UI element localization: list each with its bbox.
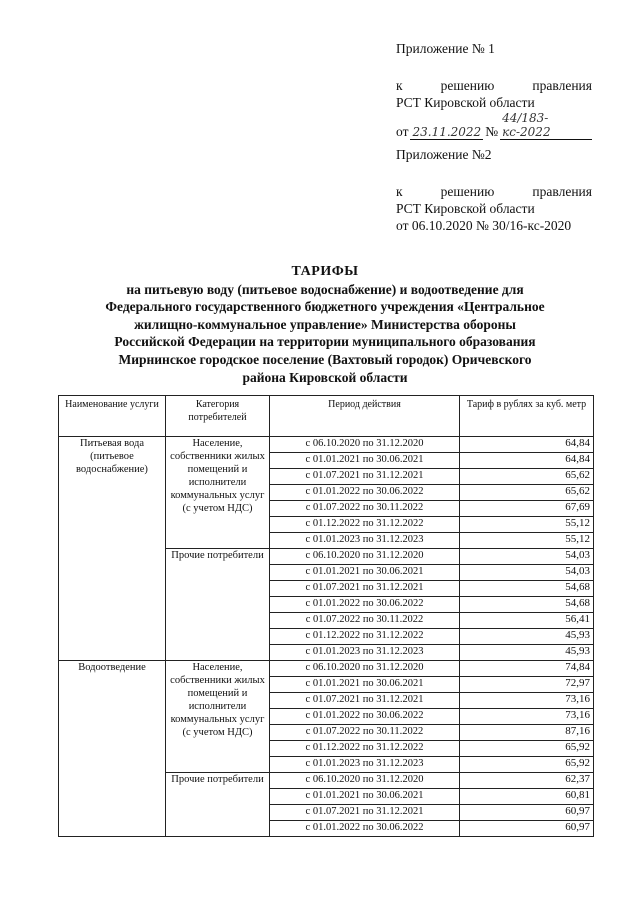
tariff-value-cell: 73,16 (460, 709, 594, 725)
to-word: к (396, 78, 403, 93)
title-line-2: Федерального государственного бюджетного учреждения «Центральное (105, 299, 545, 315)
tariff-value-cell: 62,37 (460, 773, 594, 789)
tariff-value-cell: 87,16 (460, 725, 594, 741)
period-cell: с 01.07.2021 по 31.12.2021 (270, 805, 460, 821)
period-cell: с 01.01.2023 по 31.12.2023 (270, 645, 460, 661)
category-cell: Прочие потребители (166, 773, 270, 837)
period-cell: с 06.10.2020 по 31.12.2020 (270, 773, 460, 789)
tariff-value-cell: 72,97 (460, 677, 594, 693)
period-cell: с 01.12.2022 по 31.12.2022 (270, 629, 460, 645)
table-row (59, 661, 594, 677)
tariff-value-cell: 60,97 (460, 821, 594, 837)
appendix-1-org: РСТ Кировской области (396, 95, 535, 110)
period-cell: с 01.07.2022 по 30.11.2022 (270, 725, 460, 741)
period-cell: с 01.01.2022 по 30.06.2022 (270, 485, 460, 501)
header-tariff: Тариф в рублях за куб. метр (460, 396, 594, 437)
period-cell: с 01.01.2022 по 30.06.2022 (270, 597, 460, 613)
period-cell: с 01.01.2021 по 30.06.2021 (270, 677, 460, 693)
header-category: Категория потребителей (166, 396, 270, 437)
header-period: Период действия (270, 396, 460, 437)
tariff-value-cell: 56,41 (460, 613, 594, 629)
period-cell: с 01.01.2022 по 30.06.2022 (270, 709, 460, 725)
period-cell: с 01.01.2021 по 30.06.2021 (270, 789, 460, 805)
tariff-value-cell: 54,03 (460, 549, 594, 565)
title-line-1: на питьевую воду (питьевое водоснабжение) и водоотведение для (126, 281, 524, 297)
board-word: правления (532, 78, 592, 93)
handwritten-date: 23.11.2022 (412, 125, 482, 139)
period-cell: с 01.01.2022 по 30.06.2022 (270, 821, 460, 837)
tariff-value-cell: 45,93 (460, 629, 594, 645)
appendix-1-title: Приложение № 1 (396, 41, 495, 56)
appendix-2-block (396, 146, 592, 234)
tariff-value-cell: 64,84 (460, 437, 594, 453)
tariff-value-cell: 65,62 (460, 485, 594, 501)
title-line-6: района Кировской области (242, 369, 408, 385)
tariffs-table (58, 395, 594, 837)
period-cell: с 01.12.2022 по 31.12.2022 (270, 741, 460, 757)
handwritten-number: 44/183-кс-2022 (500, 111, 592, 140)
tariff-value-cell: 74,84 (460, 661, 594, 677)
tariff-value-cell: 64,84 (460, 453, 594, 469)
tariff-value-cell: 55,12 (460, 533, 594, 549)
tariff-value-cell: 54,68 (460, 597, 594, 613)
period-cell: с 06.10.2020 по 31.12.2020 (270, 437, 460, 453)
tariff-value-cell: 54,03 (460, 565, 594, 581)
to-word: к (396, 184, 403, 199)
title-line-3: жилищно-коммунальное управление» Министерства обороны (134, 316, 516, 332)
tariffs-table-body (59, 437, 594, 837)
period-cell: с 01.01.2021 по 30.06.2021 (270, 453, 460, 469)
number-sign: № (485, 124, 499, 139)
category-cell: Население, собственники жилых помещений и исполнители коммунальных услуг (с учетом НДС) (166, 437, 270, 549)
period-cell: с 01.07.2022 по 30.11.2022 (270, 613, 460, 629)
tariff-value-cell: 67,69 (460, 501, 594, 517)
table-row (59, 437, 594, 453)
tariff-value-cell: 54,68 (460, 581, 594, 597)
from-word: от (396, 124, 409, 139)
title-main: ТАРИФЫ (291, 264, 359, 279)
board-word: правления (532, 184, 592, 199)
title-line-5: Мирнинское городское поселение (Вахтовый городок) Оричевского (118, 351, 532, 367)
decision-word: решению (440, 184, 495, 199)
tariff-value-cell: 55,12 (460, 517, 594, 533)
tariff-value-cell: 60,81 (460, 789, 594, 805)
period-cell: с 01.01.2021 по 30.06.2021 (270, 565, 460, 581)
appendix-2-title: Приложение №2 (396, 147, 492, 162)
period-cell: с 06.10.2020 по 31.12.2020 (270, 661, 460, 677)
appendix-1-block (396, 40, 592, 140)
tariff-value-cell: 65,92 (460, 757, 594, 773)
service-name-cell: Питьевая вода (питьевое водоснабжение) (59, 437, 166, 661)
category-cell: Население, собственники жилых помещений и исполнители коммунальных услуг (с учетом НДС) (166, 661, 270, 773)
period-cell: с 01.01.2023 по 31.12.2023 (270, 533, 460, 549)
period-cell: с 01.07.2021 по 31.12.2021 (270, 469, 460, 485)
appendix-2-decision-line (396, 183, 592, 200)
document-title (60, 263, 590, 386)
tariff-value-cell: 65,92 (460, 741, 594, 757)
title-line-4: Российской Федерации на территории муниципального образования (114, 334, 536, 350)
tariff-value-cell: 73,16 (460, 693, 594, 709)
decision-word: решению (440, 78, 495, 93)
period-cell: с 06.10.2020 по 31.12.2020 (270, 549, 460, 565)
appendix-2-date-line: от 06.10.2020 № 30/16-кс-2020 (396, 218, 572, 233)
appendix-1-decision-line (396, 77, 592, 94)
appendix-1-date-line (396, 111, 592, 140)
tariff-value-cell: 65,62 (460, 469, 594, 485)
period-cell: с 01.12.2022 по 31.12.2022 (270, 517, 460, 533)
header-service: Наименование услуги (59, 396, 166, 437)
service-name-cell: Водоотведение (59, 661, 166, 837)
tariff-value-cell: 45,93 (460, 645, 594, 661)
period-cell: с 01.07.2021 по 31.12.2021 (270, 581, 460, 597)
period-cell: с 01.07.2022 по 30.11.2022 (270, 501, 460, 517)
period-cell: с 01.01.2023 по 31.12.2023 (270, 757, 460, 773)
appendix-2-org: РСТ Кировской области (396, 201, 535, 216)
tariff-value-cell: 60,97 (460, 805, 594, 821)
table-header-row (59, 396, 594, 437)
period-cell: с 01.07.2021 по 31.12.2021 (270, 693, 460, 709)
category-cell: Прочие потребители (166, 549, 270, 661)
